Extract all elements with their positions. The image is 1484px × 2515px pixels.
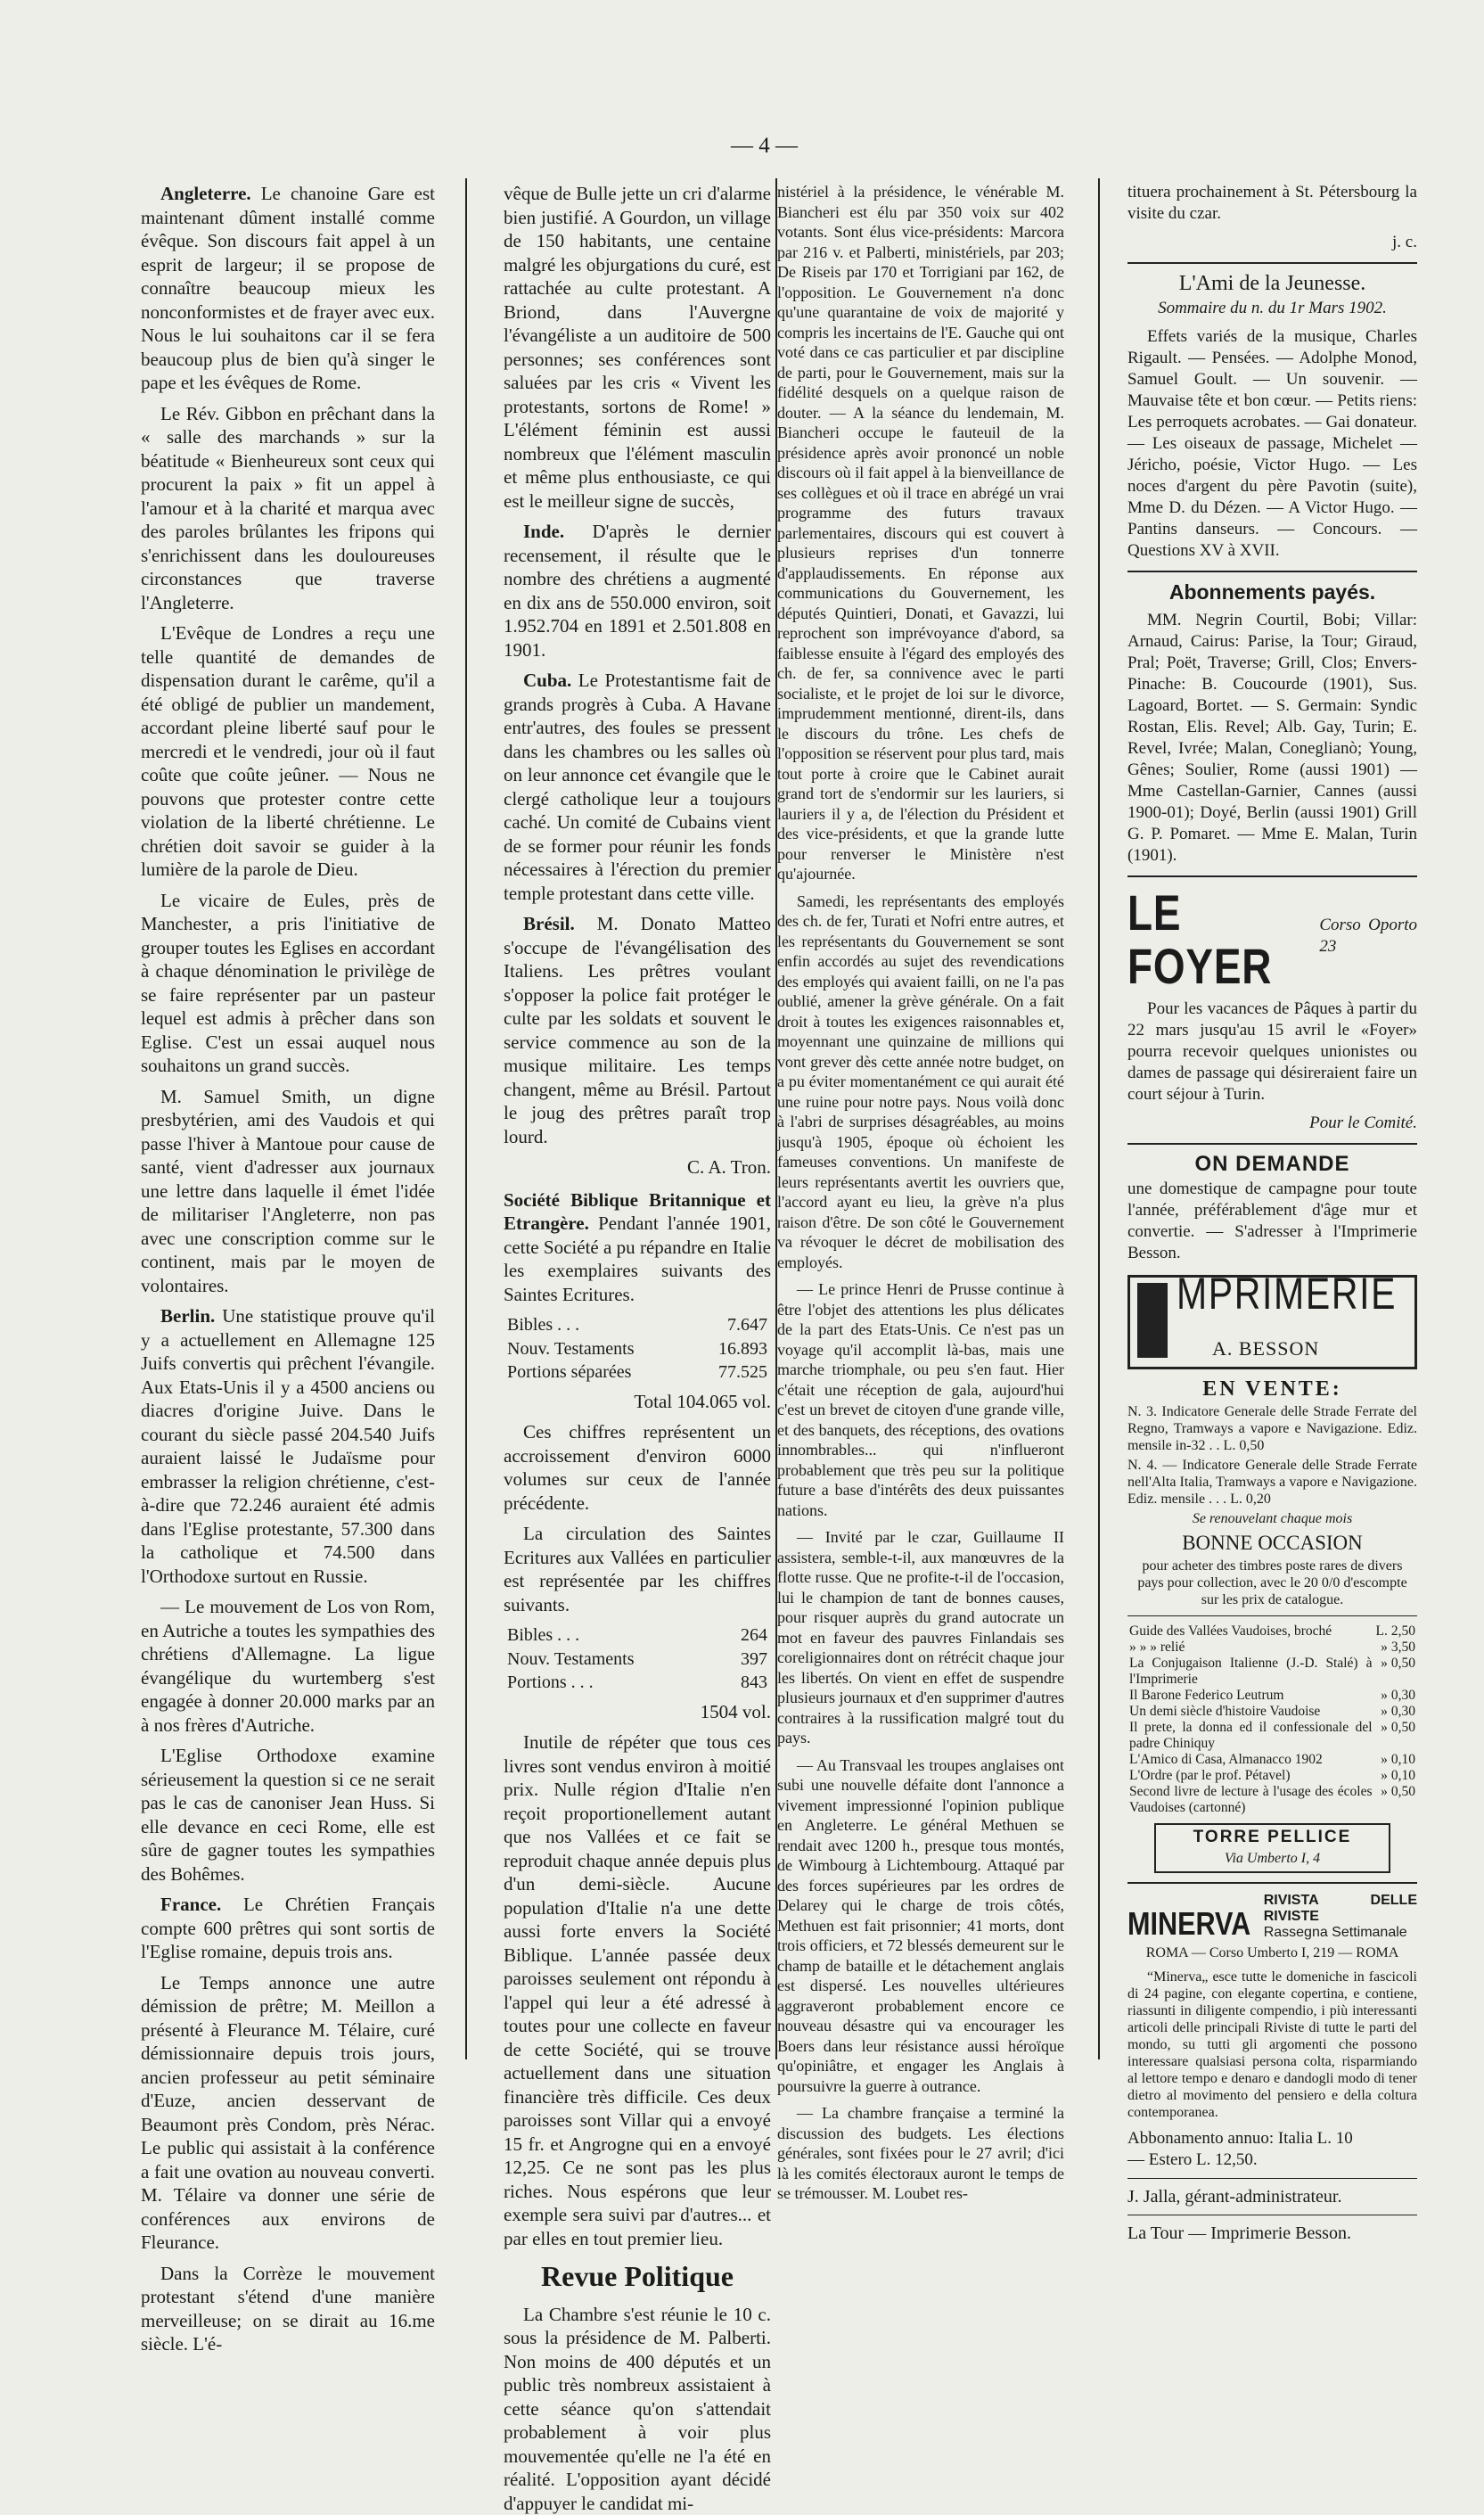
divider <box>1127 571 1417 572</box>
table-row: Portions séparées 77.525 <box>504 1360 771 1385</box>
vente-item: N. 4. — Indicatore Generale delle Strade Ferrate nell'Alta Italia, Tramways a vapore e Navigazione. Ediz. mensile . . . L. 0,20 <box>1127 1457 1417 1508</box>
torre-pellice-box <box>1154 1823 1390 1873</box>
abonnements-text: MM. Negrin Courtil, Bobi; Villar: Arnaud, Cairus: Parise, la Tour; Giraud, Pral; Poët, Traverse; Grill, Clos; Envers-Pinache: B. Coucourde (1901), Sus. Lagoard, Bortet. — S. Germain: Syndic Rostan, Elis. Revel; Alb. Gay, Turin; E. Revel, Ivrée; Malan, Coneglianò; Young, Gênes; Soulier, Rome (aussi 1901) — Mme Castellan-Garnier, Cannes (aussi 1900-01); Doyé, Berlin (aussi 1901) Grill G. P. Pomaret. — Mme E. Malan, Turin (1901). <box>1127 610 1417 867</box>
article-paragraph: — Au Transvaal les troupes anglaises ont subi une nouvelle défaite dont l'annonce a vivement impressionné l'opinion publique en Angleterre. Le général Methuen se rendait avec 1200 h., presque tous montés, de Wimbourg à Lichtembourg. Attaqué par des forces supérieures par les ordres de Delarey qui le charge de trois côtés, Methuen est fait prisonnier; 41 morts, dont trois officiers, et 72 blessés demeurent sur le champ de bataille et le détachement anglais est dispersé. Les nouvelles ultérieures aggraveront probablement encore ce nouveau désastre qui va encourager les Boers dans leur résistance aussi héroïque qu'opiniâtre, et engager les Anglais à poursuivre la guerre à outrance. <box>777 1755 1064 2097</box>
imprimerie-initial <box>1137 1283 1168 1358</box>
divider <box>1127 875 1417 877</box>
price-row: La Conjugaison Italienne (J.-D. Stalé) à l'Imprimerie » 0,50 <box>1127 1656 1417 1688</box>
article-paragraph: L'Eglise Orthodoxe examine sérieusement la question si ce ne serait pas le cas de canoniser Jean Huss. Si elle devance en ceci Rome, elle est sûre de gagner toutes les sympathies des Bohêmes. <box>141 1744 435 1886</box>
divider <box>1127 1143 1417 1145</box>
price-list <box>1127 1623 1417 1816</box>
article-paragraph: Angleterre. Le chanoine Gare est maintenant dûment installé comme évêque. Son discours fait appel à un esprit de largeur; il se propose de connaître beaucoup mieux les nonconformistes et de frayer avec eux. Nous le lui souhaitons car il se fera beaucoup plus de bien qu'à singer le pape et les évêques de Rome. <box>141 182 435 395</box>
article-lead: France. <box>160 1894 221 1915</box>
article-paragraph: L'Evêque de Londres a reçu une telle quantité de demandes de dispensation durant le carême, qu'il a été obligé de publier un mandement, accordant pleine liberté sauf pour le mercredi et le vendredi, jour où il faut coûte que coûte jeûner. — Nous ne pouvons que protester contre cette violation de la liberté chrétienne. Le chrétien doit savoir se guider à la lumière de la parole de Dieu. <box>141 621 435 882</box>
table-row: Bibles . . . 7.647 <box>504 1313 771 1337</box>
signature: C. A. Tron. <box>504 1155 771 1179</box>
column-1 <box>141 182 435 2099</box>
column-rule <box>465 178 467 2059</box>
bible-paragraph: Société Biblique Britannique et Etrangère. Pendant l'année 1901, cette Société a pu répandre en Italie les exemplaires suivants des Saintes Ecritures. <box>504 1188 771 1307</box>
minerva-header <box>1127 1893 1417 1941</box>
printer-footer: La Tour — Imprimerie Besson. <box>1127 2223 1417 2244</box>
table-row: Portions . . . 843 <box>504 1671 771 1695</box>
ami-subtitle: Sommaire du n. du 1r Mars 1902. <box>1127 298 1417 319</box>
imprimerie-word: MPRIMERIE <box>1177 1283 1397 1304</box>
price-row: L'Ordre (par le prof. Pétavel) » 0,10 <box>1127 1768 1417 1784</box>
foyer-address: Corso Oporto 23 <box>1319 915 1417 958</box>
gerant-line: J. Jalla, gérant-administrateur. <box>1127 2186 1417 2207</box>
article-paragraph: Inde. D'après le dernier recensement, il résulte que le nombre des chrétiens a augmenté en dix ans de 550.000 environ, soit 1.952.704 en 1891 et 2.501.808 en 1901. <box>504 520 771 662</box>
minerva-subtitle: RIVISTA DELLE RIVISTE Rassegna Settimanale <box>1264 1893 1417 1941</box>
table-row: Bibles . . . 264 <box>504 1623 771 1648</box>
article-lead: Brésil. <box>523 913 575 934</box>
abonnements-title: Abonnements payés. <box>1127 581 1417 603</box>
price-row: Un demi siècle d'histoire Vaudoise » 0,30 <box>1127 1704 1417 1720</box>
price-row: » » » relié » 3,50 <box>1127 1640 1417 1656</box>
intro-paragraph: tituera prochainement à St. Pétersbourg la visite du czar. <box>1127 182 1417 225</box>
table-row: Nouv. Testaments 397 <box>504 1648 771 1672</box>
divider <box>1127 2178 1417 2179</box>
column-4 <box>1127 182 1417 2099</box>
imprimerie-logo <box>1127 1275 1417 1369</box>
article-paragraph: — Le prince Henri de Prusse continue à être l'objet des attentions les plus délicates de la part des Etats-Unis. Ce n'est pas un voyage qu'il accomplit là-bas, mais une marche triomphale, ou peu s'en faut. Hier c'était une réception de gala, aujourd'hui c'est un brevet de citoyen d'une grande ville, et des banquets, des réceptions, des ovations innombrables... qui n'influeront probablement que très peu sur la politique future a base d'intérêts des deux puissantes nations. <box>777 1279 1064 1520</box>
minerva-address: ROMA — Corso Umberto I, 219 — ROMA <box>1127 1944 1417 1961</box>
column-3 <box>777 182 1064 2099</box>
torre-address: Via Umberto I, 4 <box>1156 1848 1389 1870</box>
article-paragraph: — La chambre française a terminé la discussion des budgets. Les élections générales, sont fixées pour le 27 avril; d'ici là les comités électoraux auront le temps de se trémousser. M. Loubet res- <box>777 2103 1064 2204</box>
article-lead: Berlin. <box>160 1305 215 1327</box>
minerva-abbonamento: Abbonamento annuo: Italia L. 10 — Estero L. 12,50. <box>1127 2128 1417 2171</box>
divider <box>1127 1615 1417 1616</box>
table-total: 1504 vol. <box>504 1700 771 1724</box>
ami-title: L'Ami de la Jeunesse. <box>1127 273 1417 294</box>
bonne-occasion-title: BONNE OCCASION <box>1127 1533 1417 1554</box>
article-paragraph: La Chambre s'est réunie le 10 c. sous la présidence de M. Palberti. Non moins de 400 députés et un public très nombreux assistaient à cette séance qu'on s'attendait probablement à voir plus mouvementée qu'elle ne l'a été en réalité. L'opposition ayant décidé d'appuyer le candidat mi- <box>504 2303 771 2515</box>
divider <box>1127 262 1417 264</box>
minerva-text: “Minerva„ esce tutte le domeniche in fascicoli di 24 pagine, con elegante copertina, e contiene, riassunti in diligente compendio, i più interessanti articoli delle principali Riviste di tutte le parti del mondo, su tutti gli argomenti che possono interessare qualsiasi persona colta, risparmiando al lettore tempo e denaro e dandogli modo di tener dietro al movimento del pensiero e della coltura contemporanea. <box>1127 1968 1417 2121</box>
article-paragraph: La circulation des Saintes Ecritures aux Vallées en particulier est représentée par les chiffres suivants. <box>504 1522 771 1616</box>
article-paragraph: Le Temps annonce une autre démission de prêtre; M. Meillon a présenté à Fleurance M. Télaire, curé démissionnaire depuis trois jours, ancien professeur au petit séminaire d'Euze, ancien desservant de Beaumont près Condom, près Nérac. Le public qui assistait à la conférence a fait une ovation au nouveau converti. M. Télaire va donner une série de conférences aux environs de Fleurance. <box>141 1971 435 2255</box>
article-paragraph: Brésil. M. Donato Matteo s'occupe de l'évangélisation des Italiens. Les prêtres voulant s'opposer la police fait protéger le culte par les soldats et souvent le service commence au son de la musique militaire. Les temps changent, même au Brésil. Partout le joug des prêtres paraît trop lourd. <box>504 912 771 1148</box>
price-row: Il prete, la donna ed il confessionale del padre Chiniquy » 0,50 <box>1127 1720 1417 1752</box>
article-paragraph: Ces chiffres représentent un accroissement d'environ 6000 volumes sur ceux de l'année précédente. <box>504 1420 771 1515</box>
column-2 <box>504 182 771 2099</box>
article-paragraph: — Invité par le czar, Guillaume II assistera, semble-t-il, aux manœuvres de la flotte russe. Que ne profite-t-il de l'occasion, lui le champion de tant de bonnes causes, pour risquer auprès du grand autocrate un mot en faveur des pauvres Finlandais ses coreligionnaires dont on rétrécit chaque jour les libertés. On vient en effet de suspendre plusieurs journaux et d'en supprimer d'autres contraires à la russification malgré tout du pays. <box>777 1527 1064 1748</box>
article-paragraph: M. Samuel Smith, un digne presbytérien, ami des Vaudois et qui passe l'hiver à Mantoue pour cause de santé, vient d'adresser aux journaux une lettre dans laquelle il émet l'idée de militariser l'Angleterre, non pas avec une conscription comme sur le continent, mais par le moyen de volontaires. <box>141 1085 435 1298</box>
price-row: Second livre de lecture à l'usage des écoles Vaudoises (cartonné) » 0,50 <box>1127 1784 1417 1816</box>
foyer-header <box>1127 886 1417 993</box>
bible-lead: Société Biblique Britannique et Etrangère. <box>504 1189 771 1235</box>
article-lead: Angleterre. <box>160 183 251 204</box>
column-rule <box>1098 178 1100 2059</box>
article-paragraph: Inutile de répéter que tous ces livres sont vendus environ à moitié prix. Nulle région d'Italie n'en reçoit proportionellement autant que nos Vallées et ce fait se reproduit chaque année depuis plus d'un demi-siècle. Aucune population d'Italie n'a une dette aussi forte envers la Société Biblique. L'année passée deux paroisses seulement ont répondu à l'appel qui leur a été adressé à toutes pour une collecte en faveur de cette Société, qui se trouve actuellement dans une situation financière très difficile. Ces deux paroisses sont Villar qui a envoyé 15 fr. et Angrogne qui en a envoyé 12,25. Ce ne sont pas les plus riches. Nous espérons que leur exemple sera suivi par d'autres... et par elles en tout premier lieu. <box>504 1730 771 2250</box>
article-paragraph: vêque de Bulle jette un cri d'alarme bien justifié. A Gourdon, un village de 150 habitants, une centaine malgré les objurgations du curé, est rattachée au culte protestant. A Briond, dans l'Auvergne l'évangéliste a un auditoire de 500 personnes; ses conférences sont saluées par les cris « Vivent les protestants, sortons de Rome! » L'élément féminin est aussi nombreux que l'élément masculin et même plus enthousiaste, ce qui est le meilleur signe de succès, <box>504 182 771 513</box>
foyer-text: Pour les vacances de Pâques à partir du 22 mars jusqu'au 15 avril le «Foyer» pourra recevoir quelques unionistes ou dames de passage qui désireraient faire un court séjour à Turin. <box>1127 999 1417 1105</box>
vente-note: Se renouvelant chaque mois <box>1127 1510 1417 1527</box>
minerva-title: MINERVA <box>1127 1907 1250 1941</box>
article-lead: Inde. <box>523 521 564 542</box>
vente-item: N. 3. Indicatore Generale delle Strade Ferrate del Regno, Tramways a vapore e Navigazione. Ediz. mensile in-32 . . L. 0,50 <box>1127 1403 1417 1454</box>
bonne-occasion-text: pour acheter des timbres poste rares de divers pays pour collection, avec le 20 0/0 d'escompte sur les prix de catalogue. <box>1127 1557 1417 1608</box>
article-lead: Cuba. <box>523 670 571 691</box>
article-paragraph: Le Rév. Gibbon en prêchant dans la « salle des marchands » sur la béatitude « Bienheureux sont ceux qui procurent la paix » fit un appel à l'amour et à la charité et marqua avec des paroles brûlantes les fripons qui s'enrichissent dans les douloureuses circonstances que traverse l'Angleterre. <box>141 402 435 615</box>
price-row: L'Amico di Casa, Almanacco 1902 » 0,10 <box>1127 1752 1417 1768</box>
bible-table-valleys <box>504 1623 771 1695</box>
page-number: — 4 — <box>731 134 798 159</box>
imprimerie-name: A. BESSON <box>1212 1338 1319 1360</box>
article-paragraph: Cuba. Le Protestantisme fait de grands progrès à Cuba. A Havane entr'autres, des foules se pressent dans les chambres ou les salles où on leur annonce cet évangile que le clergé catholique leur a toujours caché. Un comité de Cubains vient de se former pour réunir les fonds nécessaires à l'érection du premier temple protestant dans cette ville. <box>504 669 771 905</box>
foyer-title: LE FOYER <box>1127 886 1306 993</box>
price-row: Il Barone Federico Leutrum » 0,30 <box>1127 1688 1417 1704</box>
article-paragraph: Berlin. Une statistique prouve qu'il y a actuellement en Allemagne 125 Juifs convertis qui prêchent l'évangile. Aux Etats-Unis il y a 4500 anciens ou diacres d'origine Juive. Dans le courant du siècle passé 204.540 Juifs auraient laissé le Judaïsme pour embrasser la religion chrétienne, c'est-à-dire que 72.246 auraient été admis dans l'Eglise protestante, 57.300 dans la catholique et 74.500 dans l'Orthodoxe surtout en Russie. <box>141 1304 435 1588</box>
section-title-revue-politique: Revue Politique <box>504 2264 771 2289</box>
table-row: Nouv. Testaments 16.893 <box>504 1337 771 1361</box>
on-demande-text: une domestique de campagne pour toute l'année, préférablement d'âge mur et convertie. — S'adresser à l'Imprimerie Besson. <box>1127 1179 1417 1264</box>
ami-text: Effets variés de la musique, Charles Rigault. — Pensées. — Adolphe Monod, Samuel Goult. — Un souvenir. — Mauvaise tête et bon cœur. — Petits riens: Les perroquets acrobates. — Gai donateur. — Les oiseaux de passage, Michelet — Jéricho, poésie, Victor Hugo. — Les noces d'argent du père Pavotin (suite), Mme D. du Dézen. — A Victor Hugo. — Pantins danseurs. — Concours. — Questions XV à XVII. <box>1127 326 1417 562</box>
divider <box>1127 1882 1417 1884</box>
table-total: Total 104.065 vol. <box>504 1390 771 1414</box>
article-paragraph: France. Le Chrétien Français compte 600 prêtres qui sont sortis de l'Eglise romaine, depuis trois ans. <box>141 1893 435 1964</box>
price-row: Guide des Vallées Vaudoises, broché L. 2,50 <box>1127 1623 1417 1640</box>
en-vente-title: EN VENTE: <box>1127 1378 1417 1400</box>
article-paragraph: Samedi, les représentants des employés des ch. de fer, Turati et Nofri entre autres, et les représentants du Gouvernement se sont enfin accordés au sujet des revendications des employés qui avaient failli, on ne l'a pas oublié, amener la grève générale. On a fait droit à toutes les exigences raisonnables et, moyennant une quinzaine de millions qui vont grever dès cette année notre budget, on a pu éviter momentanément ce qui aurait été une ruine pour notre pays. Nous voilà donc à l'abri de surprises désagréables, au moins jusqu'à 1905, époque où échoient les fameuses conventions. Un manifeste de leurs représentants avertit les ouvriers que, l'accord ayant eu lieu, la grève n'a plus raison d'être. De son côté le Gouvernement va révoquer le décret de mobilisation des employés. <box>777 892 1064 1273</box>
torre-title: TORRE PELLICE <box>1156 1827 1389 1848</box>
on-demande-title: ON DEMANDE <box>1127 1154 1417 1175</box>
foyer-signature: Pour le Comité. <box>1127 1113 1417 1134</box>
bible-table-italy <box>504 1313 771 1385</box>
article-paragraph: — Le mouvement de Los von Rom, en Autriche a toutes les sympathies des chrétiens d'Allemagne. La ligue évangélique du wurtemberg s'est engagée à donner 20.000 marks par an à nos frères d'Autriche. <box>141 1595 435 1737</box>
article-paragraph: Dans la Corrèze le mouvement protestant s'étend d'une manière merveilleuse; on se dirait au 16.me siècle. L'é- <box>141 2262 435 2356</box>
article-paragraph: nistériel à la présidence, le vénérable M. Biancheri est élu par 350 voix sur 402 votants. Sont élus vice-présidents: Marcora par 216 v. et Palberti, ministériels, par 203; De Riseis par 170 et Torrigiani par 162, de l'opposition. Le Gouvernement n'a donc qu'une quarantaine de voix de majorité y compris les incertains de l'E. Gauche qui ont voté dans ce cas particulier et par discipline de parti, pour le Gouvernement, mais sur la fidélité desquels on a quelque raison de douter. — A la séance du lendemain, M. Biancheri occupe le fauteuil de la présidence après avoir prononcé un noble discours où il fait appel à la bienveillance de ses collègues et où il trace en abrégé un vrai programme des futurs travaux parlementaires, discours qui est couvert à plusieurs reprises d'un tonnerre d'applaudissements. En réponse aux communications du Gouvernement, les députés Quintieri, Donati, et Gavazzi, lui reprochent son imprévoyance d'abord, sa faiblesse ensuite à l'égard des employés des ch. de fer, sa connivence avec le parti socialiste, et le projet de loi sur le divorce, imprudemment mentionné, dirent-ils, dans le discours du trône. Les chefs de l'opposition se réservent pour plus tard, mais tout porte à croire que le Cabinet aurait grand tort de s'endormir sur les lauriers, si lauriers il y a, de l'élection du Président et des vice-présidents, et que la grande lutte pour renverser le Ministère n'est qu'ajournée. <box>777 182 1064 884</box>
intro-signature: j. c. <box>1127 232 1417 253</box>
article-paragraph: Le vicaire de Eules, près de Manchester, a pris l'initiative de grouper toutes les Eglises en accordant à chaque dénomination le privilège de se faire représenter par un pasteur lequel est admis à prêcher dans son Eglise. C'est un essai auquel nous souhaitons un grand succès. <box>141 889 435 1078</box>
